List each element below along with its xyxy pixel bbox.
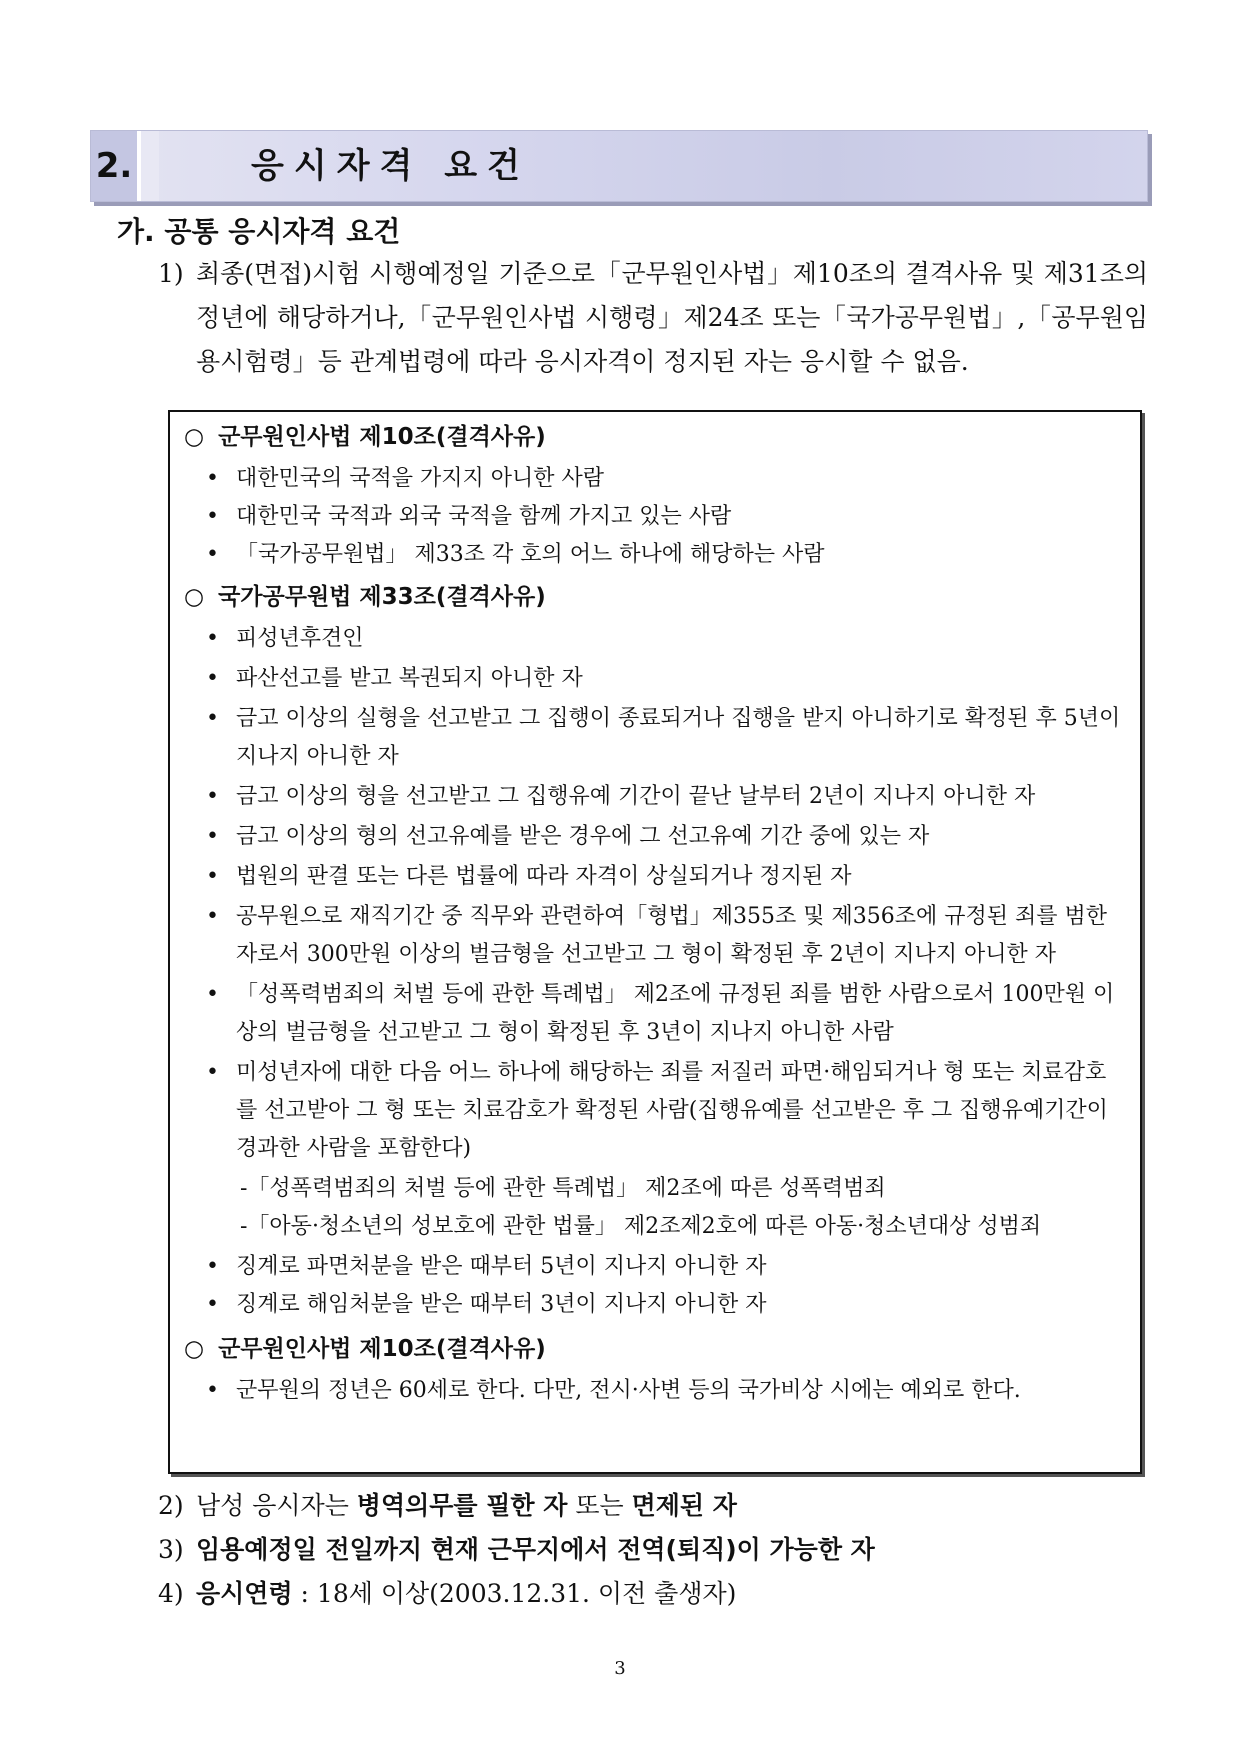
bullet-icon: • xyxy=(206,982,219,1007)
box-heading: ○ 군무원인사법 제10조(결격사유) xyxy=(184,424,546,450)
bullet-icon: • xyxy=(206,1378,219,1403)
list-item: • 대한민국의 국적을 가지지 아니한 사람 xyxy=(206,460,1126,498)
list-item: • 금고 이상의 형을 선고받고 그 집행유예 기간이 끝난 날부터 2년이 지나지 아니한 자 xyxy=(206,778,1126,816)
circle-bullet-icon: ○ xyxy=(184,1336,205,1362)
item-number: 1) xyxy=(158,259,184,288)
banner-divider xyxy=(141,131,159,201)
bullet-icon: • xyxy=(206,824,219,849)
item-text: 최종(면접)시험 시행예정일 기준으로「군무원인사법」제10조의 결격사유 및 제31조의 정년에 해당하거나,「군무원인사법 시행령」제24조 또는「국가공무원법」,「공무원임용시험령」등 관계법령에 따라 응시자격이 정지된 자는 응시할 수 없음. xyxy=(196,259,1148,376)
list-item-2: 2) 남성 응시자는 병역의무를 필한 자 또는 면제된 자 xyxy=(158,1491,737,1520)
bullet-icon: • xyxy=(206,904,219,929)
list-item: • 군무원의 정년은 60세로 한다. 다만, 전시·사변 등의 국가비상 시에는 예외로 한다. xyxy=(206,1372,1126,1410)
list-item: • 금고 이상의 형의 선고유예를 받은 경우에 그 선고유예 기간 중에 있는 자 xyxy=(206,818,1126,856)
bullet-icon: • xyxy=(206,706,219,731)
list-item: • 법원의 판결 또는 다른 법률에 따라 자격이 상실되거나 정지된 자 xyxy=(206,858,1126,896)
list-item: • 미성년자에 대한 다음 어느 하나에 해당하는 죄를 저질러 파면·해임되거나 형 또는 치료감호를 선고받아 그 형 또는 치료감호가 확정된 사람(집행유예를 선고받은 후 그 집행유예기간이 경과한 사람을 포함한다) xyxy=(206,1054,1126,1168)
list-item: • 대한민국 국적과 외국 국적을 함께 가지고 있는 사람 xyxy=(206,498,1126,536)
bullet-icon: • xyxy=(206,666,219,691)
list-item: • 공무원으로 재직기간 중 직무와 관련하여「형법」제355조 및 제356조에 규정된 죄를 범한 자로서 300만원 이상의 벌금형을 선고받고 그 형이 확정된 후 2년이 지나지 아니한 자 xyxy=(206,898,1126,974)
list-item: • 「국가공무원법」 제33조 각 호의 어느 하나에 해당하는 사람 xyxy=(206,536,1126,574)
bullet-icon: • xyxy=(206,1060,219,1085)
list-item: • 징계로 해임처분을 받은 때부터 3년이 지나지 아니한 자 xyxy=(206,1286,1126,1324)
section-title: 응시자격 요건 xyxy=(251,146,530,186)
circle-bullet-icon: ○ xyxy=(184,424,205,450)
subsection-title: 가. 공통 응시자격 요건 xyxy=(117,215,401,248)
bullet-icon: • xyxy=(206,864,219,889)
list-item: • 피성년후견인 xyxy=(206,620,1126,658)
bullet-icon: • xyxy=(206,542,219,567)
list-item: • 파산선고를 받고 복권되지 아니한 자 xyxy=(206,660,1126,698)
bullet-icon: • xyxy=(206,626,219,651)
page-number: 3 xyxy=(614,1658,626,1679)
list-item: • 금고 이상의 실형을 선고받고 그 집행이 종료되거나 집행을 받지 아니하기로 확정된 후 5년이 지나지 아니한 자 xyxy=(206,700,1126,776)
list-item: • 「성폭력범죄의 처벌 등에 관한 특례법」 제2조에 규정된 죄를 범한 사람으로서 100만원 이상의 벌금형을 선고받고 그 형이 확정된 후 3년이 지나지 아니한 사람 xyxy=(206,976,1126,1052)
section-number: 2. xyxy=(91,131,141,201)
list-item-1 xyxy=(158,252,1148,384)
bullet-icon: • xyxy=(206,466,219,491)
list-item-3: 3) 임용예정일 전일까지 현재 근무지에서 전역(퇴직)이 가능한 자 xyxy=(158,1535,875,1564)
disqualification-box xyxy=(168,410,1142,1474)
bullet-icon: • xyxy=(206,784,219,809)
bullet-icon: • xyxy=(206,1254,219,1279)
sub-list-item: -「아동·청소년의 성보호에 관한 법률」 제2조제2호에 따른 아동·청소년대상 성범죄 xyxy=(240,1214,1042,1239)
bullet-icon: • xyxy=(206,1292,219,1317)
bullet-icon: • xyxy=(206,504,219,529)
list-item: • 징계로 파면처분을 받은 때부터 5년이 지나지 아니한 자 xyxy=(206,1248,1126,1286)
box-heading: ○ 국가공무원법 제33조(결격사유) xyxy=(184,584,546,610)
section-banner xyxy=(90,130,1148,202)
box-heading: ○ 군무원인사법 제10조(결격사유) xyxy=(184,1336,546,1362)
list-item-4: 4) 응시연령 : 18세 이상(2003.12.31. 이전 출생자) xyxy=(158,1579,737,1608)
sub-list-item: -「성폭력범죄의 처벌 등에 관한 특례법」 제2조에 따른 성폭력범죄 xyxy=(240,1176,886,1201)
circle-bullet-icon: ○ xyxy=(184,584,205,610)
